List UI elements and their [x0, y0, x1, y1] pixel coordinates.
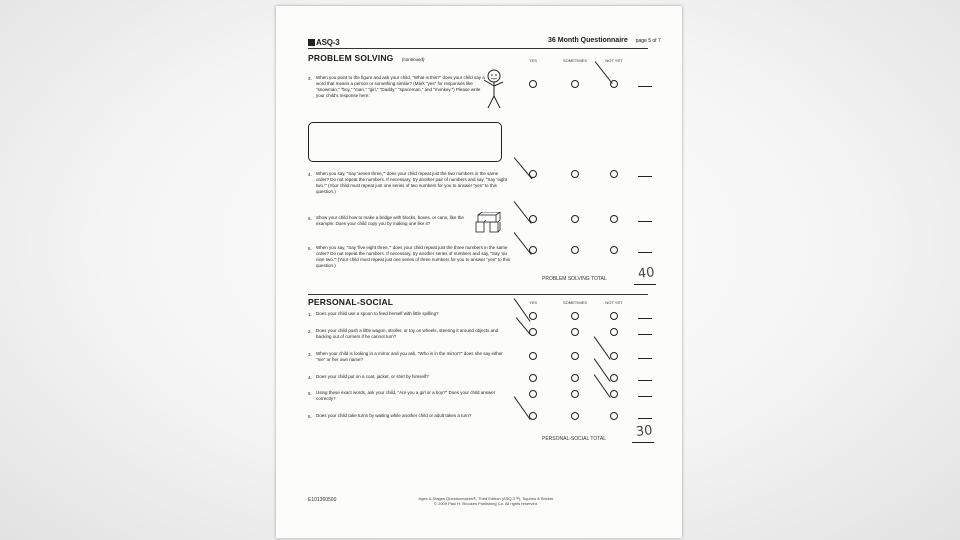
- pss-1-sometimes-option[interactable]: [571, 312, 579, 320]
- ps-item-4-number: 4.: [308, 172, 312, 177]
- pss-4-sometimes-option[interactable]: [571, 374, 579, 382]
- ps-item-3-number: 3.: [308, 76, 312, 81]
- ps-item-6-number: 6.: [308, 246, 312, 251]
- pss-3-checkmark: [593, 336, 610, 360]
- pss-5-score-line[interactable]: [638, 396, 652, 397]
- ps-5-checkmark: [513, 201, 531, 224]
- pss-4-score-line[interactable]: [638, 380, 652, 381]
- pss-total-value[interactable]: 30: [635, 423, 654, 440]
- pss-1-not-yet-option[interactable]: [610, 312, 618, 320]
- pss-6-sometimes-option[interactable]: [571, 412, 579, 420]
- pss-item-3-text: When your child is looking in a mirror and you ask, "Who is in the mirror?" does she say either "me" or her own name?: [316, 351, 503, 362]
- pss-item-1-text: Does your child use a spoon to feed herself with little spilling?: [316, 311, 439, 316]
- pss-3-score-line[interactable]: [638, 358, 652, 359]
- pss-2-sometimes-option[interactable]: [571, 328, 579, 336]
- section-rule: [308, 294, 648, 295]
- pss-item-5-text: Using these exact words, ask your child, "Are you a girl or a boy?" Does your child answer correctly?: [316, 390, 496, 401]
- pss-col-yes: YES: [528, 300, 537, 305]
- ps-col-not-yet: NOT YET: [605, 58, 623, 63]
- pss-col-sometimes: SOMETIMES: [562, 300, 587, 305]
- ps-3-score-line[interactable]: [638, 86, 652, 87]
- ps-total-line: [634, 284, 656, 285]
- pss-item-3-number: 3.: [308, 352, 312, 357]
- ps-item-5-number: 5.: [308, 216, 312, 221]
- pss-2-yes-option[interactable]: [529, 328, 537, 336]
- pss-2-not-yet-option[interactable]: [610, 328, 618, 336]
- pss-item-4-number: 4.: [308, 375, 312, 380]
- ps-4-score-line[interactable]: [638, 176, 652, 177]
- ps-5-sometimes-option[interactable]: [571, 215, 579, 223]
- ps-5-score-line[interactable]: [638, 221, 652, 222]
- pss-total-label: PERSONAL-SOCIAL TOTAL: [542, 436, 607, 442]
- pss-item-2-text: Does your child push a little wagon, stroller, or toy on wheels, steering it around objects and backing out of corners if he cannot turn?: [316, 328, 499, 339]
- pss-3-sometimes-option[interactable]: [571, 352, 579, 360]
- ps-4-checkmark: [514, 157, 533, 179]
- ps-6-score-line[interactable]: [638, 252, 652, 253]
- pss-3-not-yet-option[interactable]: [610, 352, 618, 360]
- block-bridge-icon: [474, 212, 502, 234]
- pss-1-yes-option[interactable]: [529, 312, 537, 320]
- pss-5-not-yet-option[interactable]: [610, 390, 618, 398]
- ps-3-yes-option[interactable]: [529, 80, 537, 88]
- pss-6-checkmark: [513, 396, 530, 420]
- pss-6-not-yet-option[interactable]: [610, 412, 618, 420]
- copyright-footer: Ages & Stages Questionnaires®, Third Edition (ASQ-3™), Squires & Bricker © 2009 Paul H. Brookes Publishing Co. All rights reserved.: [418, 496, 554, 506]
- logo-mark-icon: [308, 39, 315, 46]
- continued-label: (continued): [402, 57, 425, 62]
- ps-total-label: PROBLEM SOLVING TOTAL: [542, 276, 607, 282]
- ps-item-5-text: Show your child how to make a bridge with blocks, boxes, or cans, like the example. Does your child copy you by making one like it?: [316, 215, 464, 226]
- ps-item-4-text: When you say, "Say 'seven three,'" does your child repeat just the two numbers in the same order? Do not repeat the numbers. If necessary, try another pair of numbers and say, "Say 'eight two.'" (Your child must repeat just one series of two numbers for you to answer "yes" to this question.): [316, 171, 508, 194]
- pss-3-yes-option[interactable]: [529, 352, 537, 360]
- personal-social-title: PERSONAL-SOCIAL: [308, 297, 394, 307]
- asq3-logo: ASQ-3: [308, 38, 339, 47]
- pss-4-yes-option[interactable]: [529, 374, 537, 382]
- questionnaire-title: 36 Month Questionnaire page 5 of 7: [548, 37, 661, 44]
- pss-2-score-line[interactable]: [638, 334, 652, 335]
- ps-5-not-yet-option[interactable]: [610, 215, 618, 223]
- ps-3-sometimes-option[interactable]: [571, 80, 579, 88]
- form-code: E101360500: [308, 497, 337, 503]
- problem-solving-title: PROBLEM SOLVING: [308, 53, 394, 63]
- pss-item-6-number: 6.: [308, 414, 312, 419]
- pss-5-sometimes-option[interactable]: [571, 390, 579, 398]
- pss-item-4-text: Does your child put on a coat, jacket, or shirt by himself?: [316, 374, 429, 379]
- pss-1-score-line[interactable]: [638, 318, 652, 319]
- ps-col-yes: YES: [528, 58, 537, 63]
- child-response-box[interactable]: [308, 122, 502, 162]
- header-rule: [308, 48, 648, 49]
- pss-5-yes-option[interactable]: [529, 390, 537, 398]
- ps-col-sometimes: SOMETIMES: [562, 58, 587, 63]
- ps-6-checkmark: [513, 232, 531, 255]
- ps-6-sometimes-option[interactable]: [571, 246, 579, 254]
- pss-6-score-line[interactable]: [638, 418, 652, 419]
- ps-total-value[interactable]: 40: [637, 265, 656, 282]
- pss-col-not-yet: NOT YET: [605, 300, 623, 305]
- pss-item-6-text: Does your child take turns by waiting while another child or adult takes a turn?: [316, 413, 472, 418]
- ps-item-3-text: When you point to the figure and ask your child, "What is this?" does your child say a word that means a person or something similar? (Mark "yes" for responses like "snowman," "boy," "man," "girl," "Daddy," "spaceman," and "monkey.") Please write your child's response here:: [316, 75, 485, 98]
- pss-total-line: [632, 442, 654, 443]
- ps-4-not-yet-option[interactable]: [610, 170, 618, 178]
- pss-item-5-number: 5.: [308, 391, 312, 396]
- stick-figure-icon: [476, 68, 506, 112]
- ps-3-checkmark: [594, 61, 612, 84]
- pss-item-2-number: 2.: [308, 329, 312, 334]
- ps-6-not-yet-option[interactable]: [610, 246, 618, 254]
- pss-item-1-number: 1.: [308, 312, 312, 317]
- ps-4-sometimes-option[interactable]: [571, 170, 579, 178]
- pss-4-not-yet-option[interactable]: [610, 374, 618, 382]
- ps-item-6-text: When you say, "Say 'five eight three,'" does your child repeat just the three numbers in the same order? Do not repeat the numbers. If necessary, try another series of numbers and say, "Say 'six nine two.'" (Your child must repeat just one series of three numbers for you to answer "yes" to this question.): [316, 245, 510, 268]
- questionnaire-page: [276, 6, 682, 538]
